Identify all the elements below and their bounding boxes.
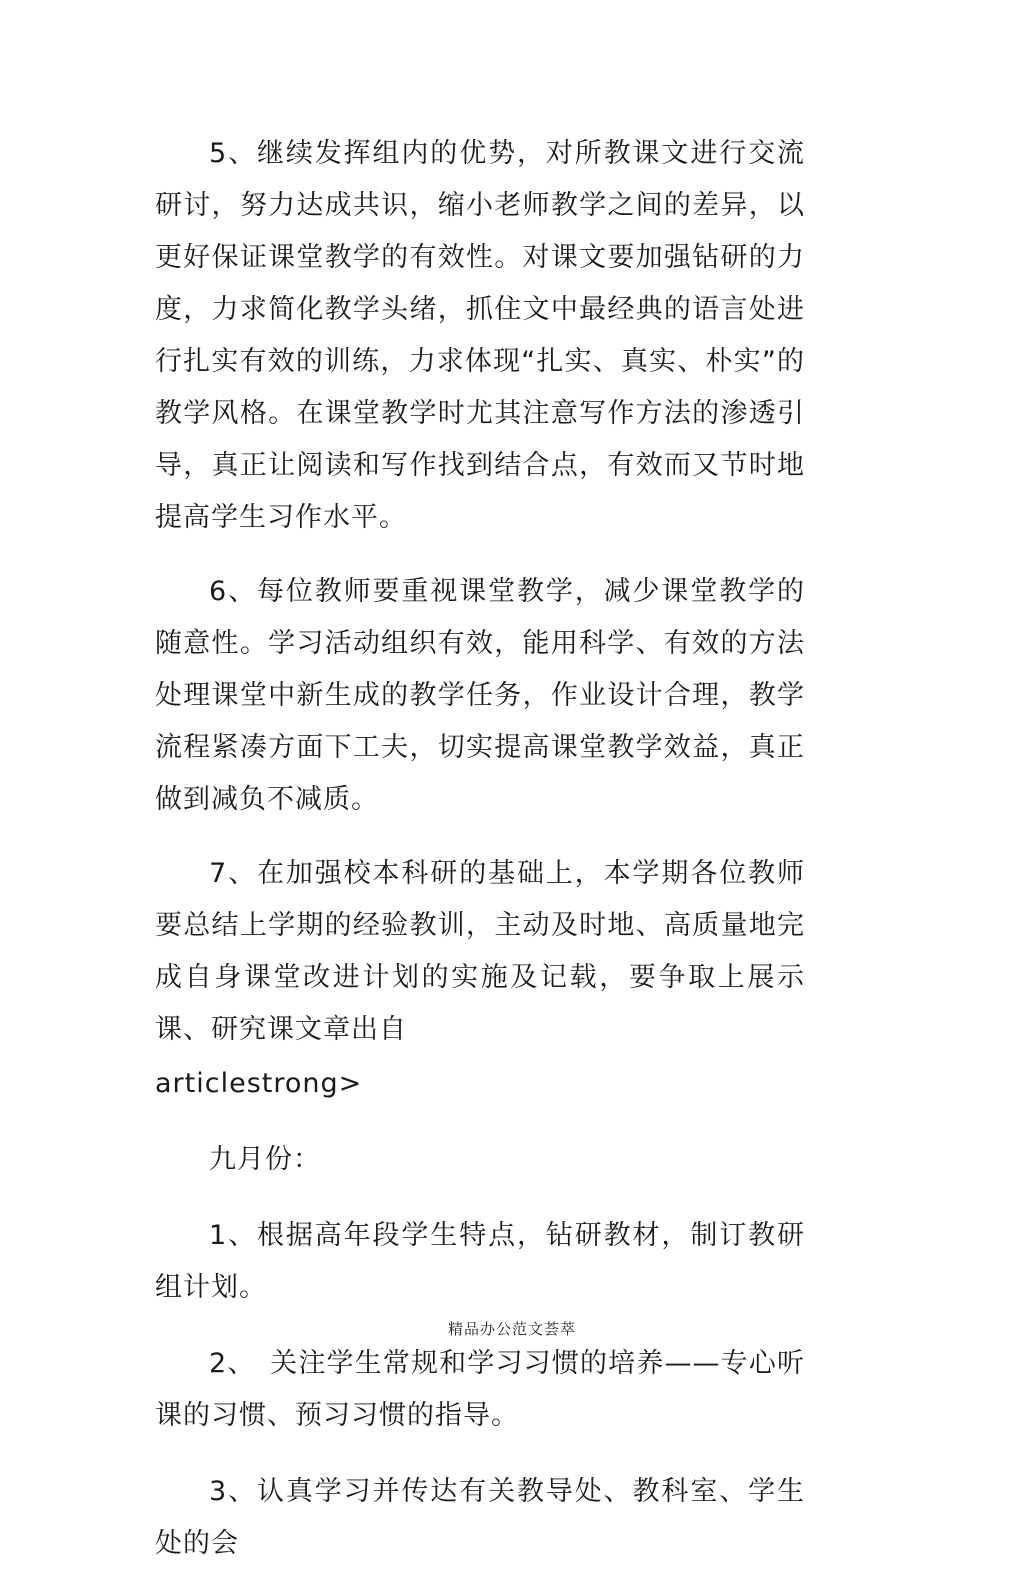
document-body xyxy=(155,128,805,1570)
page-footer: 精品办公范文荟萃 xyxy=(447,1320,576,1338)
list-item: 1、根据高年段学生特点，钻研教材，制订教研组计划。 xyxy=(155,1220,805,1303)
list-item: 2、 关注学生常规和学习习惯的培养——专心听课的习惯、预习习惯的指导。 xyxy=(155,1348,805,1431)
section-heading: 九月份： xyxy=(209,1144,321,1175)
list-item: 3、认真学习并传达有关教导处、教科室、学生处的会 xyxy=(155,1476,805,1559)
stray-markup-text: articlestrong> xyxy=(155,1068,363,1099)
paragraph-item-5: 5、继续发挥组内的优势，对所教课文进行交流研讨，努力达成共识，缩小老师教学之间的差异，以更好保证课堂教学的有效性。对课文要加强钻研的力度，力求简化教学头绪，抓住文中最经典的语言处进行扎实有效的训练，力求体现“扎实、真实、朴实”的教学风格。在课堂教学时尤其注意写作方法的渗透引导，真正让阅读和写作找到结合点，有效而又节时地提高学生习作水平。 xyxy=(155,138,805,533)
paragraph-item-6: 6、每位教师要重视课堂教学，减少课堂教学的随意性。学习活动组织有效，能用科学、有效的方法处理课堂中新生成的教学任务，作业设计合理，教学流程紧凑方面下工夫，切实提高课堂教学效益，真正做到减负不减质。 xyxy=(155,576,805,815)
paragraph-item-7: 7、在加强校本科研的基础上，本学期各位教师要总结上学期的经验教训，主动及时地、高质量地完成自身课堂改进计划的实施及记载，要争取上展示课、研究课文章出自 xyxy=(155,858,805,1045)
